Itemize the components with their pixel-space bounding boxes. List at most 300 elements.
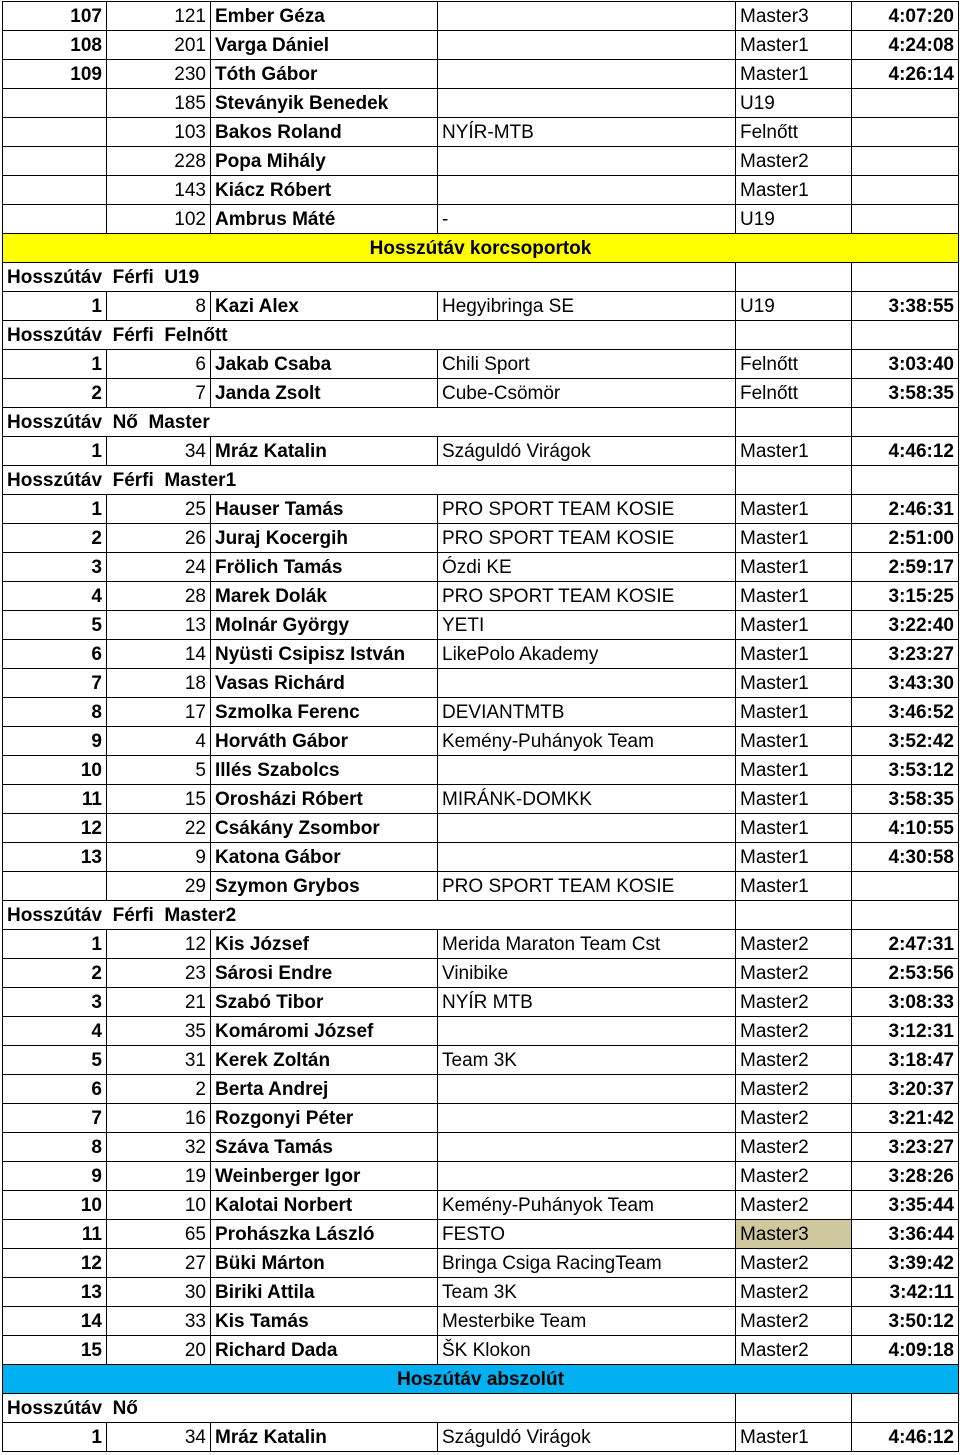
place-cell: 6 [3,640,107,669]
place-cell: 9 [3,727,107,756]
rider-name-cell: Nyüsti Csipisz István [211,640,438,669]
category-header-row [3,1394,959,1423]
result-row [3,31,959,60]
finish-time-cell [852,176,959,205]
club-cell [438,176,736,205]
bib-number-cell: 13 [107,611,211,640]
place-cell [3,205,107,234]
place-cell: 109 [3,60,107,89]
place-cell: 4 [3,582,107,611]
rider-name-cell: Kazi Alex [211,292,438,321]
place-cell: 2 [3,959,107,988]
club-cell: ŠK Klokon [438,1336,736,1365]
place-cell: 10 [3,756,107,785]
rider-name-cell: Marek Dolák [211,582,438,611]
club-cell: Száguldó Virágok [438,1423,736,1452]
finish-time-cell: 3:21:42 [852,1104,959,1133]
finish-time-cell: 4:09:18 [852,1336,959,1365]
club-cell: NYÍR MTB [438,988,736,1017]
finish-time-cell [852,118,959,147]
bib-number-cell: 20 [107,1336,211,1365]
bib-number-cell: 21 [107,988,211,1017]
bib-number-cell: 17 [107,698,211,727]
category-header-row [3,408,959,437]
result-row [3,437,959,466]
results-body [3,2,959,1452]
finish-time-cell: 4:24:08 [852,31,959,60]
bib-number-cell: 230 [107,60,211,89]
finish-time-cell: 3:53:12 [852,756,959,785]
finish-time-cell: 4:46:12 [852,1423,959,1452]
category-header-label: Hosszútáv Férfi Felnőtt [3,321,736,350]
result-row [3,959,959,988]
finish-time-cell: 2:47:31 [852,930,959,959]
place-cell: 11 [3,1220,107,1249]
result-row [3,1278,959,1307]
bib-number-cell: 29 [107,872,211,901]
club-cell: PRO SPORT TEAM KOSIE [438,524,736,553]
bib-number-cell: 31 [107,1046,211,1075]
club-cell: MIRÁNK-DOMKK [438,785,736,814]
rider-name-cell: Illés Szabolcs [211,756,438,785]
category-cell: Master1 [736,669,852,698]
bib-number-cell: 33 [107,1307,211,1336]
finish-time-cell: 2:51:00 [852,524,959,553]
category-cell: U19 [736,89,852,118]
result-row [3,1017,959,1046]
category-cell: U19 [736,205,852,234]
rider-name-cell: Szymon Grybos [211,872,438,901]
result-row [3,1336,959,1365]
place-cell: 4 [3,1017,107,1046]
category-cell: Master2 [736,988,852,1017]
finish-time-cell: 4:26:14 [852,60,959,89]
finish-time-cell: 3:36:44 [852,1220,959,1249]
bib-number-cell: 27 [107,1249,211,1278]
rider-name-cell: Komáromi József [211,1017,438,1046]
category-cell: Master2 [736,1104,852,1133]
finish-time-cell: 3:46:52 [852,698,959,727]
category-cell: Master2 [736,1162,852,1191]
result-row [3,1249,959,1278]
bib-number-cell: 5 [107,756,211,785]
rider-name-cell: Mráz Katalin [211,437,438,466]
rider-name-cell: Csákány Zsombor [211,814,438,843]
rider-name-cell: Berta Andrej [211,1075,438,1104]
result-row [3,205,959,234]
club-cell: Ózdi KE [438,553,736,582]
finish-time-cell: 3:43:30 [852,669,959,698]
place-cell [3,118,107,147]
bib-number-cell: 6 [107,350,211,379]
empty-cell [736,321,852,350]
rider-name-cell: Jakab Csaba [211,350,438,379]
result-row [3,1220,959,1249]
place-cell: 13 [3,843,107,872]
bib-number-cell: 28 [107,582,211,611]
result-row [3,698,959,727]
bib-number-cell: 185 [107,89,211,118]
category-header-label: Hosszútáv Férfi Master2 [3,901,736,930]
finish-time-cell: 2:53:56 [852,959,959,988]
category-cell: Master2 [736,959,852,988]
category-header-label: Hosszútáv Férfi Master1 [3,466,736,495]
result-row [3,872,959,901]
bib-number-cell: 8 [107,292,211,321]
finish-time-cell: 4:10:55 [852,814,959,843]
result-row [3,611,959,640]
category-cell: Master2 [736,1278,852,1307]
category-cell: Felnőtt [736,379,852,408]
category-cell: Master1 [736,727,852,756]
empty-cell [736,408,852,437]
place-cell [3,872,107,901]
finish-time-cell [852,872,959,901]
finish-time-cell: 3:39:42 [852,1249,959,1278]
club-cell: Cube-Csömör [438,379,736,408]
result-row [3,1191,959,1220]
club-cell [438,2,736,31]
rider-name-cell: Ambrus Máté [211,205,438,234]
club-cell [438,1162,736,1191]
category-cell: Master1 [736,843,852,872]
bib-number-cell: 25 [107,495,211,524]
rider-name-cell: Sárosi Endre [211,959,438,988]
category-header-row [3,263,959,292]
rider-name-cell: Varga Dániel [211,31,438,60]
finish-time-cell: 3:22:40 [852,611,959,640]
empty-cell [736,901,852,930]
finish-time-cell: 4:46:12 [852,437,959,466]
rider-name-cell: Ember Géza [211,2,438,31]
finish-time-cell: 3:23:27 [852,640,959,669]
club-cell: PRO SPORT TEAM KOSIE [438,495,736,524]
rider-name-cell: Büki Márton [211,1249,438,1278]
empty-cell [852,1394,959,1423]
place-cell: 14 [3,1307,107,1336]
club-cell: Merida Maraton Team Cst [438,930,736,959]
finish-time-cell: 3:58:35 [852,785,959,814]
result-row [3,524,959,553]
bib-number-cell: 14 [107,640,211,669]
bib-number-cell: 103 [107,118,211,147]
category-cell: Master1 [736,756,852,785]
result-row [3,2,959,31]
category-cell: Master1 [736,611,852,640]
rider-name-cell: Molnár György [211,611,438,640]
result-row [3,495,959,524]
finish-time-cell: 3:20:37 [852,1075,959,1104]
result-row [3,379,959,408]
rider-name-cell: Száva Tamás [211,1133,438,1162]
place-cell: 9 [3,1162,107,1191]
empty-cell [736,263,852,292]
category-header-row [3,321,959,350]
rider-name-cell: Horváth Gábor [211,727,438,756]
bib-number-cell: 201 [107,31,211,60]
place-cell: 108 [3,31,107,60]
category-cell: Master1 [736,553,852,582]
club-cell: Kemény-Puhányok Team [438,727,736,756]
category-cell: Master1 [736,814,852,843]
result-row [3,988,959,1017]
result-row [3,1075,959,1104]
category-cell: Master2 [736,1191,852,1220]
finish-time-cell: 3:12:31 [852,1017,959,1046]
bib-number-cell: 34 [107,1423,211,1452]
bib-number-cell: 35 [107,1017,211,1046]
category-header-label: Hosszútáv Nő [3,1394,736,1423]
empty-cell [852,263,959,292]
bib-number-cell: 16 [107,1104,211,1133]
finish-time-cell: 3:03:40 [852,350,959,379]
bib-number-cell: 22 [107,814,211,843]
section-banner [3,1365,959,1394]
empty-cell [852,466,959,495]
category-cell: Master2 [736,1133,852,1162]
category-cell: Master1 [736,872,852,901]
category-cell: Master1 [736,176,852,205]
place-cell: 1 [3,350,107,379]
rider-name-cell: Hauser Tamás [211,495,438,524]
place-cell: 13 [3,1278,107,1307]
category-cell: Felnőtt [736,118,852,147]
place-cell: 15 [3,1336,107,1365]
club-cell: PRO SPORT TEAM KOSIE [438,872,736,901]
result-row [3,727,959,756]
bib-number-cell: 102 [107,205,211,234]
place-cell [3,176,107,205]
rider-name-cell: Weinberger Igor [211,1162,438,1191]
place-cell: 5 [3,611,107,640]
bib-number-cell: 34 [107,437,211,466]
rider-name-cell: Kiácz Róbert [211,176,438,205]
club-cell: YETI [438,611,736,640]
club-cell [438,843,736,872]
result-row [3,292,959,321]
result-row [3,756,959,785]
section-banner [3,234,959,263]
bib-number-cell: 65 [107,1220,211,1249]
finish-time-cell: 3:35:44 [852,1191,959,1220]
rider-name-cell: Kerek Zoltán [211,1046,438,1075]
rider-name-cell: Prohászka László [211,1220,438,1249]
category-cell: Master2 [736,930,852,959]
section-banner-label: Hosszútáv korcsoportok [3,234,959,263]
result-row [3,553,959,582]
rider-name-cell: Orosházi Róbert [211,785,438,814]
rider-name-cell: Kis Tamás [211,1307,438,1336]
club-cell: Száguldó Virágok [438,437,736,466]
place-cell: 5 [3,1046,107,1075]
category-cell: Master2 [736,1249,852,1278]
club-cell: Team 3K [438,1046,736,1075]
result-row [3,350,959,379]
club-cell [438,1133,736,1162]
bib-number-cell: 24 [107,553,211,582]
club-cell [438,1104,736,1133]
finish-time-cell: 3:08:33 [852,988,959,1017]
result-row [3,582,959,611]
result-row [3,669,959,698]
place-cell: 3 [3,988,107,1017]
place-cell: 2 [3,524,107,553]
result-row [3,814,959,843]
category-cell: Master1 [736,495,852,524]
place-cell: 8 [3,698,107,727]
place-cell: 11 [3,785,107,814]
bib-number-cell: 12 [107,930,211,959]
rider-name-cell: Katona Gábor [211,843,438,872]
category-cell: U19 [736,292,852,321]
finish-time-cell [852,89,959,118]
bib-number-cell: 2 [107,1075,211,1104]
finish-time-cell: 3:18:47 [852,1046,959,1075]
club-cell [438,669,736,698]
finish-time-cell: 3:23:27 [852,1133,959,1162]
rider-name-cell: Rozgonyi Péter [211,1104,438,1133]
bib-number-cell: 30 [107,1278,211,1307]
result-row [3,640,959,669]
place-cell: 1 [3,1423,107,1452]
result-row [3,1307,959,1336]
finish-time-cell: 4:07:20 [852,2,959,31]
club-cell: LikePolo Akademy [438,640,736,669]
category-cell: Master3 [736,1220,852,1249]
result-row [3,1046,959,1075]
rider-name-cell: Tóth Gábor [211,60,438,89]
rider-name-cell: Popa Mihály [211,147,438,176]
rider-name-cell: Szmolka Ferenc [211,698,438,727]
club-cell: DEVIANTMTB [438,698,736,727]
category-cell: Master2 [736,147,852,176]
club-cell [438,1017,736,1046]
place-cell: 12 [3,1249,107,1278]
club-cell [438,60,736,89]
place-cell: 7 [3,669,107,698]
result-row [3,930,959,959]
club-cell [438,89,736,118]
empty-cell [852,321,959,350]
category-cell: Master1 [736,698,852,727]
result-row [3,60,959,89]
result-row [3,1162,959,1191]
finish-time-cell: 4:30:58 [852,843,959,872]
empty-cell [736,466,852,495]
finish-time-cell [852,147,959,176]
rider-name-cell: Frölich Tamás [211,553,438,582]
club-cell: Vinibike [438,959,736,988]
club-cell: Team 3K [438,1278,736,1307]
place-cell: 1 [3,930,107,959]
club-cell: PRO SPORT TEAM KOSIE [438,582,736,611]
rider-name-cell: Steványik Benedek [211,89,438,118]
empty-cell [852,901,959,930]
bib-number-cell: 228 [107,147,211,176]
rider-name-cell: Biriki Attila [211,1278,438,1307]
result-row [3,1423,959,1452]
category-cell: Master1 [736,524,852,553]
category-cell: Master1 [736,640,852,669]
finish-time-cell [852,205,959,234]
rider-name-cell: Kis József [211,930,438,959]
place-cell: 2 [3,379,107,408]
category-header-label: Hosszútáv Férfi U19 [3,263,736,292]
bib-number-cell: 121 [107,2,211,31]
place-cell [3,89,107,118]
bib-number-cell: 19 [107,1162,211,1191]
place-cell: 1 [3,437,107,466]
place-cell: 6 [3,1075,107,1104]
bib-number-cell: 10 [107,1191,211,1220]
finish-time-cell: 3:50:12 [852,1307,959,1336]
finish-time-cell: 2:59:17 [852,553,959,582]
rider-name-cell: Mráz Katalin [211,1423,438,1452]
category-cell: Felnőtt [736,350,852,379]
category-header-row [3,901,959,930]
category-cell: Master2 [736,1336,852,1365]
finish-time-cell: 3:28:26 [852,1162,959,1191]
place-cell: 1 [3,292,107,321]
result-row [3,147,959,176]
rider-name-cell: Bakos Roland [211,118,438,147]
empty-cell [736,1394,852,1423]
club-cell [438,31,736,60]
finish-time-cell: 3:15:25 [852,582,959,611]
category-cell: Master1 [736,785,852,814]
finish-time-cell: 3:52:42 [852,727,959,756]
club-cell: Kemény-Puhányok Team [438,1191,736,1220]
result-row [3,1133,959,1162]
place-cell: 8 [3,1133,107,1162]
category-cell: Master2 [736,1046,852,1075]
category-cell: Master2 [736,1307,852,1336]
result-row [3,785,959,814]
club-cell: Chili Sport [438,350,736,379]
bib-number-cell: 7 [107,379,211,408]
category-cell: Master1 [736,437,852,466]
rider-name-cell: Juraj Kocergih [211,524,438,553]
bib-number-cell: 32 [107,1133,211,1162]
place-cell: 7 [3,1104,107,1133]
category-cell: Master1 [736,60,852,89]
bib-number-cell: 23 [107,959,211,988]
place-cell: 1 [3,495,107,524]
rider-name-cell: Vasas Richárd [211,669,438,698]
category-header-label: Hosszútáv Nő Master [3,408,736,437]
place-cell: 10 [3,1191,107,1220]
category-cell: Master3 [736,2,852,31]
section-banner-label: Hoszútáv abszolút [3,1365,959,1394]
club-cell [438,814,736,843]
bib-number-cell: 15 [107,785,211,814]
bib-number-cell: 18 [107,669,211,698]
bib-number-cell: 4 [107,727,211,756]
category-header-row [3,466,959,495]
finish-time-cell: 3:38:55 [852,292,959,321]
rider-name-cell: Kalotai Norbert [211,1191,438,1220]
bib-number-cell: 9 [107,843,211,872]
empty-cell [852,408,959,437]
category-cell: Master2 [736,1075,852,1104]
club-cell: Bringa Csiga RacingTeam [438,1249,736,1278]
bib-number-cell: 143 [107,176,211,205]
place-cell: 3 [3,553,107,582]
result-row [3,1104,959,1133]
club-cell: - [438,205,736,234]
finish-time-cell: 2:46:31 [852,495,959,524]
rider-name-cell: Richard Dada [211,1336,438,1365]
